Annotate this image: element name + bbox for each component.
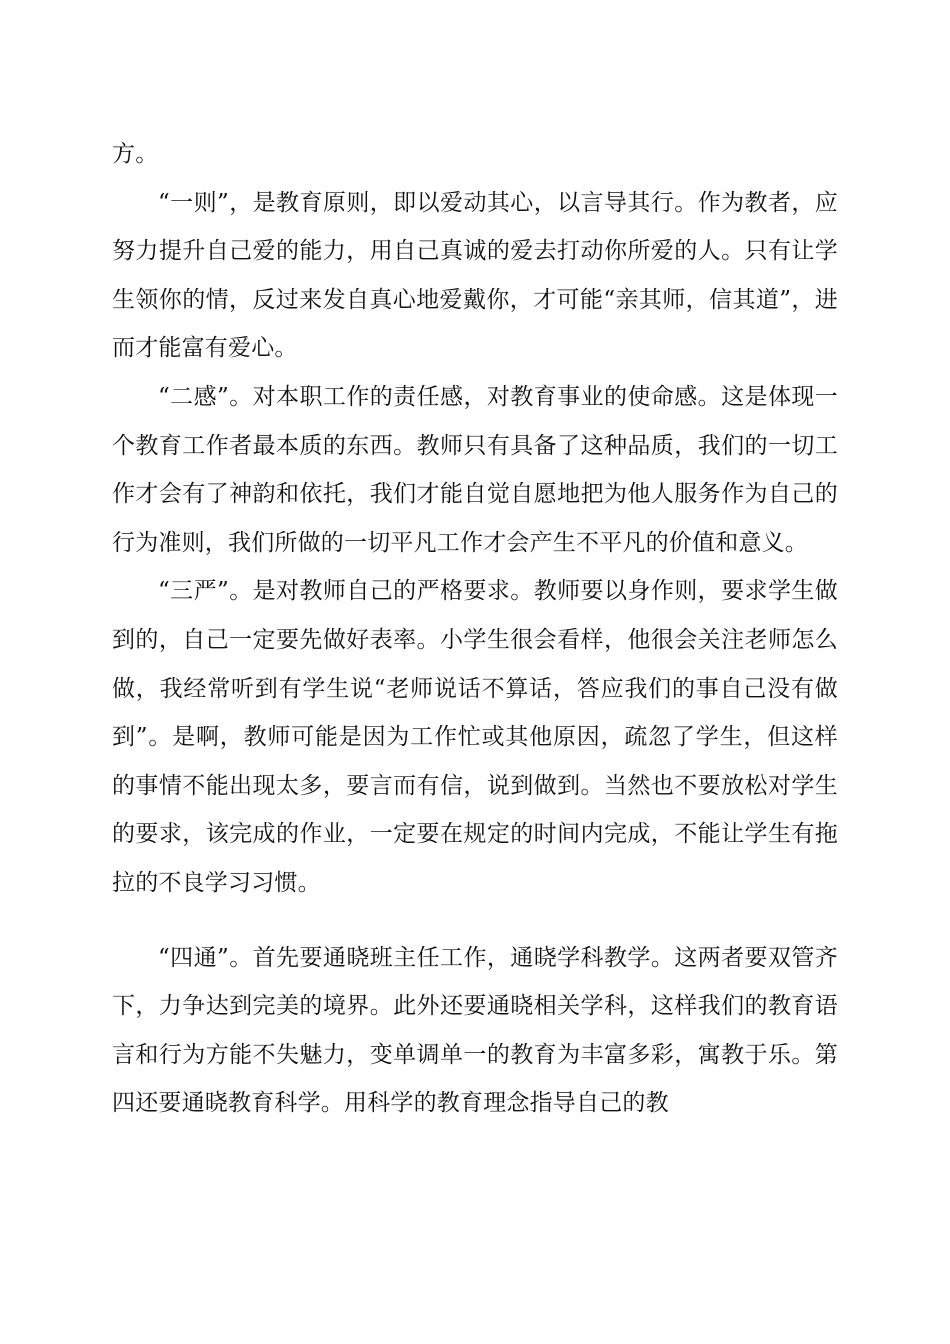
paragraph-sanyan: “三严”。是对教师自己的严格要求。教师要以身作则，要求学生做到的，自己一定要先做好表率。小学生很会看样，他很会关注老师怎么做，我经常听到有学生说“老师说话不算话，答应我们的事自己没有做到”。是啊，教师可能是因为工作忙或其他原因，疏忽了学生，但这样的事情不能出现太多，要言而有信，说到做到。当然也不要放松对学生的要求，该完成的作业，一定要在规定的时间内完成，不能让学生有拖拉的不良学习习惯。 [112, 578, 838, 896]
paragraph-yize: “一则”，是教育原则，即以爱动其心，以言导其行。作为教者，应努力提升自己爱的能力，用自己真诚的爱去打动你所爱的人。只有让学生领你的情，反过来发自真心地爱戴你，才可能“亲其师，信其道”，进而才能富有爱心。 [112, 189, 838, 362]
paragraph-continued: 方。 [112, 141, 159, 167]
document-body [112, 130, 838, 1128]
paragraph-ergan: “二感”。对本职工作的责任感，对教育事业的使命感。这是体现一个教育工作者最本质的东西。教师只有具备了这种品质，我们的一切工作才会有了神韵和依托，我们才能自觉自愿地把为他人服务作为自己的行为准则，我们所做的一切平凡工作才会产生不平凡的价值和意义。 [112, 383, 838, 556]
paragraph-sitong: “四通”。首先要通晓班主任工作，通晓学科教学。这两者要双管齐下，力争达到完美的境界。此外还要通晓相关学科，这样我们的教育语言和行为方能不失魅力，变单调单一的教育为丰富多彩，寓教于乐。第四还要通晓教育科学。用科学的教育理念指导自己的教 [112, 944, 838, 1117]
